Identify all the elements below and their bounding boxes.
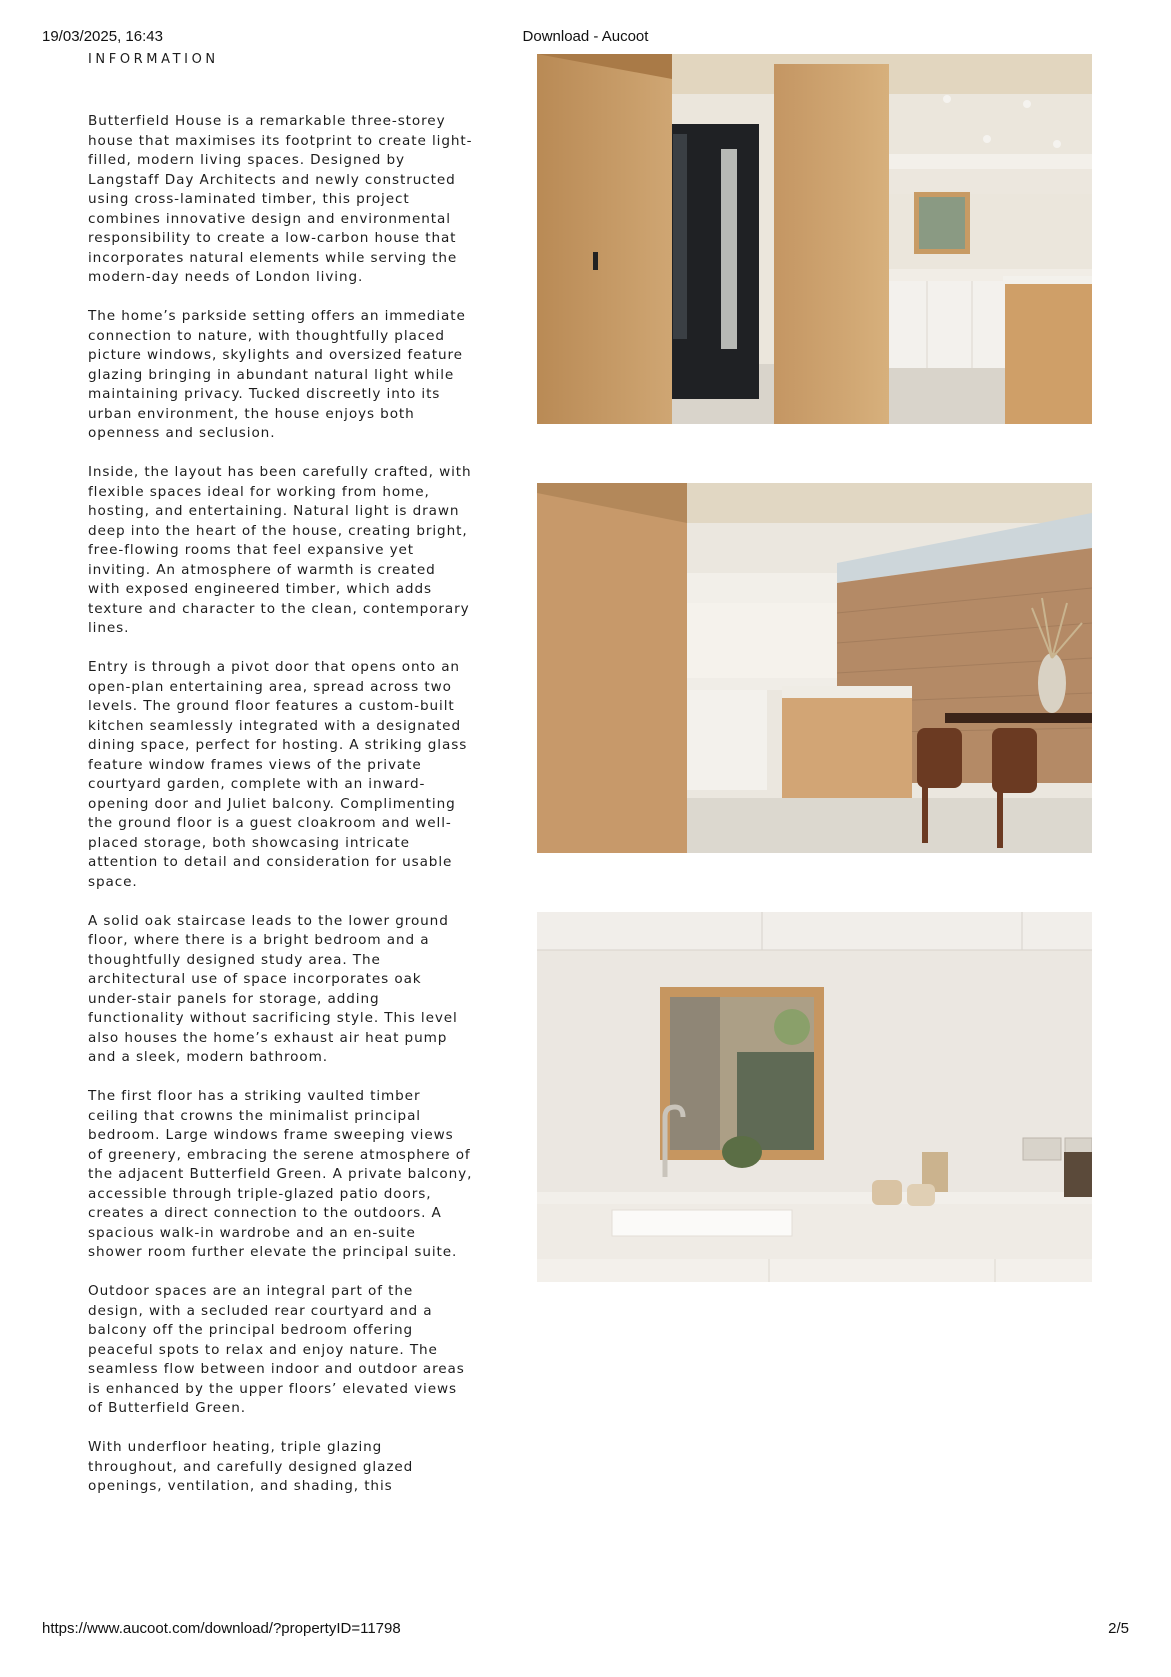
information-text xyxy=(88,112,473,1516)
paragraph: Outdoor spaces are an integral part of the design, with a secluded rear courtyard and a balcony off the principal bedroom offering peaceful spots to relax and enjoy nature. The seamless flow between indoor and outdoor areas is enhanced by the upper floors’ elevated views of Butterfield Green. xyxy=(88,1283,465,1416)
entrance-oak-panels-photo xyxy=(537,54,1092,424)
kitchen-sink-window-photo xyxy=(537,912,1092,1282)
print-page-title: Download - Aucoot xyxy=(522,28,649,45)
print-header xyxy=(42,28,1129,48)
paragraph: Butterfield House is a remarkable three-storey house that maximises its footprint to create light-filled, modern living spaces. Designed by Langstaff Day Architects and newly constructed using cross-laminated timber, this project combines innovative design and environmental responsibility to create a low-carbon house that incorporates natural elements while serving the modern-day needs of London living. xyxy=(88,113,473,285)
kitchen-dining-photo-illustration xyxy=(537,483,1092,853)
print-url: https://www.aucoot.com/download/?propertyID=11798 xyxy=(42,1620,401,1637)
section-heading: INFORMATION xyxy=(88,52,219,67)
page-number: 2/5 xyxy=(1108,1620,1129,1637)
paragraph: The home’s parkside setting offers an immediate connection to nature, with thoughtfully placed picture windows, skylights and oversized feature glazing bringing in abundant natural light while maintaining privacy. Tucked discreetly into its urban environment, the house enjoys both openness and seclusion. xyxy=(88,308,466,441)
entrance-photo-illustration xyxy=(537,54,1092,424)
paragraph: With underfloor heating, triple glazing throughout, and carefully designed glazed openings, ventilation, and shading, this xyxy=(88,1439,414,1494)
print-datetime: 19/03/2025, 16:43 xyxy=(42,28,163,45)
paragraph: A solid oak staircase leads to the lower ground floor, where there is a bright bedroom and a thoughtfully designed study area. The architectural use of space incorporates oak under-stair panels for storage, adding functionality without sacrificing style. This level also houses the home’s exhaust air heat pump and a sleek, modern bathroom. xyxy=(88,912,458,1065)
kitchen-sink-photo-illustration xyxy=(537,912,1092,1282)
paragraph: The first floor has a striking vaulted timber ceiling that crowns the minimalist principal bedroom. Large windows frame sweeping views of greenery, embracing the serene atmosphere of the adjacent Butterfield Green. A private balcony, accessible through triple-glazed patio doors, creates a direct connection to the outdoors. A spacious walk-in wardrobe and an en-suite shower room further elevate the principal suite. xyxy=(88,1088,473,1260)
print-footer xyxy=(42,1620,1129,1640)
kitchen-dining-brick-wall-photo xyxy=(537,483,1092,853)
paragraph: Inside, the layout has been carefully crafted, with flexible spaces ideal for working from home, hosting, and entertaining. Natural light is drawn deep into the heart of the house, creating bright, free-flowing rooms that feel expansive yet inviting. An atmosphere of warmth is created with exposed engineered timber, which adds texture and character to the clean, contemporary lines. xyxy=(88,464,472,636)
paragraph: Entry is through a pivot door that opens onto an open-plan entertaining area, spread across two levels. The ground floor features a custom-built kitchen seamlessly integrated with a designated dining space, perfect for hosting. A striking glass feature window frames views of the private courtyard garden, complete with an inward-opening door and Juliet balcony. Complimenting the ground floor is a guest cloakroom and well-placed storage, both showcasing intricate attention to detail and consideration for usable space. xyxy=(88,659,468,890)
